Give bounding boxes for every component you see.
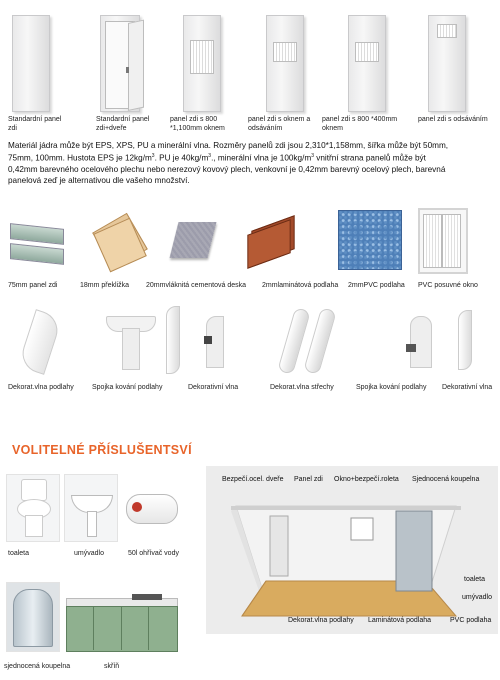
washbasin-photo (64, 474, 118, 542)
room-label-basin: umývadlo (462, 594, 492, 601)
accessory-caption-basin: umývadlo (74, 550, 104, 557)
panel-caption-4: panel zdi s oknem a odsáváním (248, 116, 311, 132)
accessory-caption-toilet: toaleta (8, 550, 30, 557)
room-label-bathroom: Sjednocená koupelna (412, 476, 480, 483)
room-label-laminate: Laminátová podlaha (368, 617, 432, 624)
panel-caption-2: Standardní panel zdi+dveře (96, 116, 150, 132)
panel-window-800x400 (348, 15, 386, 112)
toilet-photo (6, 474, 60, 542)
panel-window-exhaust (266, 15, 304, 112)
material-sliding-window-image (418, 208, 468, 274)
panel-caption-1: Standardní panel zdi (8, 116, 62, 132)
moulding-decor-image-2 (198, 314, 232, 370)
material-caption-5: 2mmPVC podlaha (348, 282, 405, 289)
panel-with-door (100, 15, 144, 110)
material-caption-2: 18mm překližka (80, 282, 130, 289)
room-render (206, 466, 498, 634)
material-laminate-image (242, 216, 306, 266)
panel-caption-6: panel zdi s odsáváním (418, 116, 488, 123)
accessories-title: VOLITELNÉ PŘÍSLUŠENTSVÍ (12, 443, 192, 457)
moulding-joint-image (104, 314, 160, 372)
moulding-caption-5: Spojka kování podlahy (356, 384, 427, 391)
moulding-caption-2: Spojka kování podlahy (92, 384, 163, 391)
material-caption-3: 20mmvláknitá cementová deska (146, 282, 246, 289)
panel-exhaust (428, 15, 466, 112)
cabinet-photo (66, 582, 178, 652)
room-label-door: Bezpečí.ocel. dveře (222, 476, 284, 483)
material-panel-image (10, 222, 64, 266)
description-paragraph: Materiál jádra může být EPS, XPS, PU a minerální vlna. Rozměry panelů zdi jsou 2,310*1,158mm, šířka může být 50mm, 75mm, 100mm. Hustota EPS je $12kg/m^3$. PU je $40kg/m^3$., minerální vlna je $100kg/m^3$ vnitřní strana panelů může být 0,42mm barevného ocelového plechu nebo nerezový kovový plech, venkovní je 0,42mm barevný ocelový plech, barevná panelová zeď je alternativou dle vašeho množství. (8, 141, 449, 185)
moulding-joint-image-2 (404, 314, 438, 370)
moulding-decor-image-3 (452, 310, 478, 372)
moulding-decor-image-1 (160, 306, 188, 376)
accessory-caption-shower: sjednocená koupelna (4, 663, 71, 670)
material-caption-6: PVC posuvné okno (418, 282, 478, 289)
moulding-caption-4: Dekorat.vlna střechy (270, 384, 334, 391)
moulding-roof-image (276, 306, 346, 376)
accessory-caption-heater: 50l ohřívač vody (128, 550, 179, 557)
panel-standard (12, 15, 50, 112)
material-caption-1: 75mm panel zdi (8, 282, 58, 289)
material-cement-board-image (168, 218, 220, 264)
material-caption-4: 2mmlaminátová podlaha (262, 282, 339, 289)
room-label-pvc: PVC podlaha (450, 617, 492, 624)
water-heater-photo (124, 484, 180, 534)
material-pvc-floor-image (338, 210, 402, 270)
accessory-caption-cabinet: skříň (104, 663, 120, 670)
panel-caption-3: panel zdi s 800 *1,100mm oknem (170, 116, 225, 132)
moulding-caption-1: Dekorat.vlna podlahy (8, 384, 74, 391)
material-plywood-image (96, 212, 144, 270)
shower-cabin-photo (6, 582, 60, 652)
room-label-window: Okno+bezpečí.roleta (334, 476, 399, 483)
room-label-toilet: toaleta (464, 576, 486, 583)
room-illustration (206, 466, 498, 634)
moulding-caption-3: Dekorativní vlna (188, 384, 239, 391)
room-label-wall: Panel zdi (294, 476, 323, 483)
room-label-floor-mould: Dekorat.vlna podlahy (288, 617, 354, 624)
panel-window-800x1100 (183, 15, 221, 112)
moulding-floor-image (16, 310, 64, 370)
panel-caption-5: panel zdi s 800 *400mm oknem (322, 116, 398, 132)
moulding-caption-6: Dekorativní vlna (442, 384, 493, 391)
